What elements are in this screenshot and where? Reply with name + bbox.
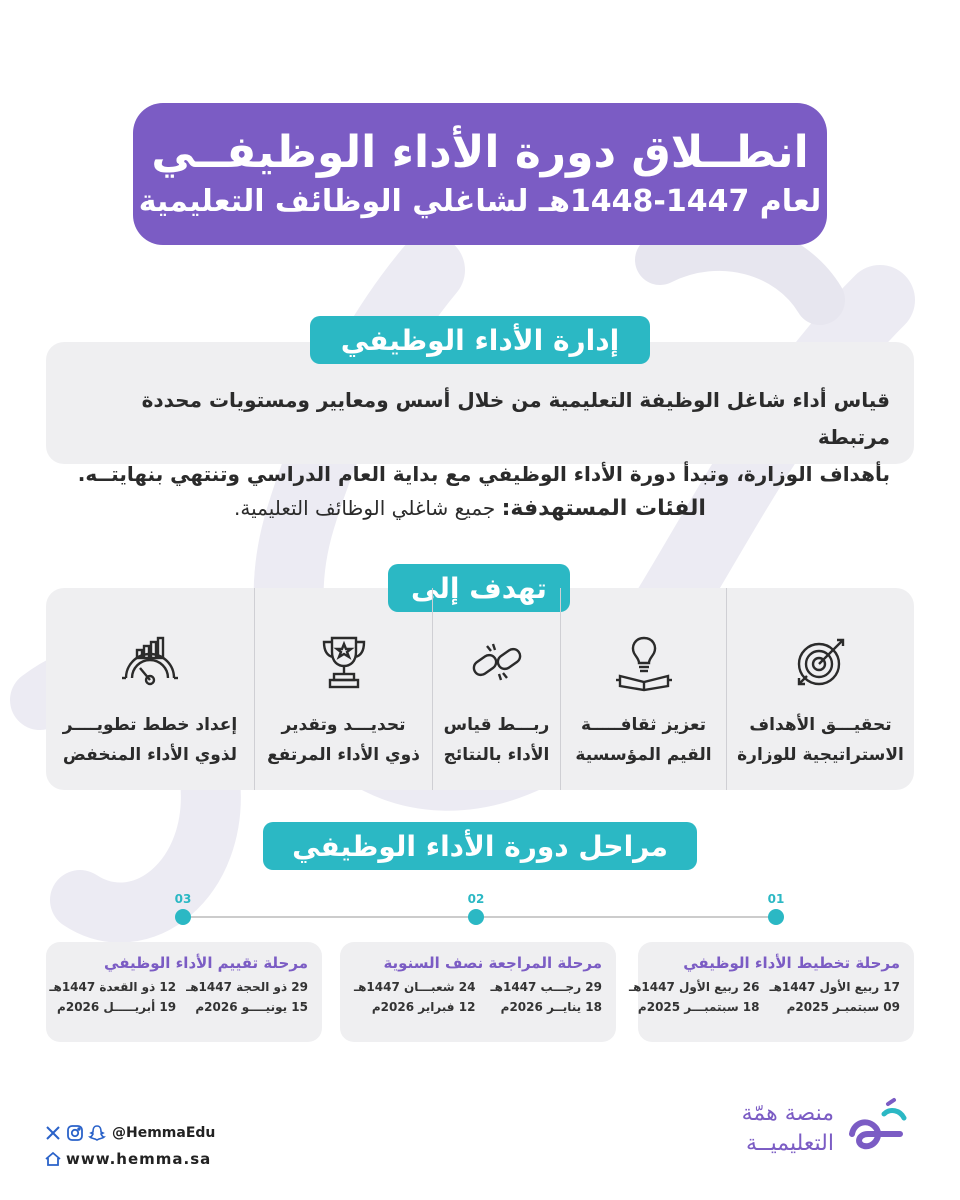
- stage-card: [629, 942, 914, 1042]
- target-value: جميع شاغلي الوظائف التعليمية.: [234, 496, 502, 520]
- target-label: الفئات المستهدفة:: [501, 496, 706, 521]
- stage-number: 03: [174, 892, 192, 906]
- stage-date: 26 ربيع الأول 1447هـ: [629, 980, 760, 994]
- gauge-chart-icon: [120, 632, 180, 692]
- stage-number: 02: [467, 892, 485, 906]
- x-twitter-icon[interactable]: [44, 1124, 62, 1142]
- stage-card: [46, 942, 322, 1042]
- goals-list: [46, 588, 914, 790]
- target-groups: [160, 496, 780, 521]
- timeline-dot: [768, 909, 784, 925]
- page-title: انطــلاق دورة الأداء الوظيفــي: [151, 126, 809, 178]
- goal-line-2: لذوي الأداء المنخفض: [62, 745, 238, 765]
- target-icon: [791, 632, 851, 692]
- goal-line-1: إعداد خطط تطويــــر: [62, 715, 238, 735]
- stage-date: 12 ذو القعدة 1447هـ: [49, 980, 177, 994]
- goal-line-2: القيم المؤسسية: [575, 745, 712, 765]
- definition-text: [70, 382, 890, 493]
- trophy-icon: [314, 632, 374, 692]
- page-subtitle: لعام 1447-1448هـ لشاغلي الوظائف التعليمية: [138, 183, 822, 219]
- stages-heading-text: مراحل دورة الأداء الوظيفي: [292, 829, 668, 863]
- stage-title: مرحلة تخطيط الأداء الوظيفي: [683, 954, 900, 972]
- social-handle[interactable]: @HemmaEdu: [112, 1125, 216, 1141]
- goal-item: [560, 588, 726, 790]
- stage-date: 12 فبراير 2026م: [371, 1000, 476, 1014]
- definition-heading-text: إدارة الأداء الوظيفي: [340, 323, 620, 357]
- stage-date: 29 رجـــب 1447هـ: [490, 980, 602, 994]
- lightbulb-book-icon: [614, 632, 674, 692]
- instagram-icon[interactable]: [66, 1124, 84, 1142]
- goal-line-2: ذوي الأداء المرتفع: [267, 745, 420, 765]
- definition-line-2: بأهداف الوزارة، وتبدأ دورة الأداء الوظيفي مع بداية العام الدراسي وتنتهي بنهايتــه.: [77, 462, 890, 486]
- stages-heading: [263, 822, 697, 870]
- brand-name: [742, 1099, 834, 1159]
- brand-line-1: منصة همّة: [741, 1101, 834, 1126]
- chain-link-icon: [467, 632, 527, 692]
- stage-date: 18 ينايــر 2026م: [500, 1000, 602, 1014]
- website-link[interactable]: www.hemma.sa: [66, 1150, 212, 1168]
- snapchat-icon[interactable]: [88, 1124, 106, 1142]
- goal-line-1: ربـــط قياس: [443, 715, 550, 735]
- goal-line-2: الاستراتيجية للوزارة: [737, 745, 904, 765]
- goal-line-1: تحديـــد وتقدير: [281, 715, 406, 735]
- stage-date: 18 سبتمبـــر 2025م: [637, 1000, 760, 1014]
- goal-item: [46, 588, 254, 790]
- goal-line-2: الأداء بالنتائج: [443, 745, 550, 765]
- home-icon: [44, 1150, 62, 1168]
- brand-mark-icon: [844, 1094, 914, 1164]
- stage-number: 01: [767, 892, 785, 906]
- stage-title: مرحلة المراجعة نصف السنوية: [383, 954, 602, 972]
- stage-date: 15 يونيــــو 2026م: [195, 1000, 308, 1014]
- stage-date: 17 ربيع الأول 1447هـ: [769, 980, 900, 994]
- goal-line-1: تعزيز ثقافـــــة: [581, 715, 706, 735]
- social-footer: [44, 1122, 215, 1170]
- goal-line-1: تحقيـــق الأهداف: [749, 715, 892, 735]
- timeline-dot: [175, 909, 191, 925]
- brand-logo: [742, 1094, 914, 1164]
- timeline-dot: [468, 909, 484, 925]
- header-banner: [133, 103, 827, 245]
- stage-date: 29 ذو الحجة 1447هـ: [186, 980, 308, 994]
- stage-card: [340, 942, 616, 1042]
- stage-date: 24 شعبـــان 1447هـ: [354, 980, 476, 994]
- goal-item: [432, 588, 560, 790]
- definition-line-1: قياس أداء شاغل الوظيفة التعليمية من خلال أسس ومعايير ومستويات محددة مرتبطة: [141, 388, 890, 449]
- goal-item: [726, 588, 914, 790]
- definition-heading: [310, 316, 650, 364]
- goals-heading-text: تهدف إلى: [411, 571, 547, 605]
- stage-title: مرحلة تقييم الأداء الوظيفي: [104, 954, 308, 972]
- goal-item: [254, 588, 432, 790]
- brand-line-2: التعليميــة: [745, 1131, 834, 1156]
- stage-date: 09 سبتمبـر 2025م: [786, 1000, 900, 1014]
- stage-date: 19 أبريـــــل 2026م: [57, 1000, 177, 1014]
